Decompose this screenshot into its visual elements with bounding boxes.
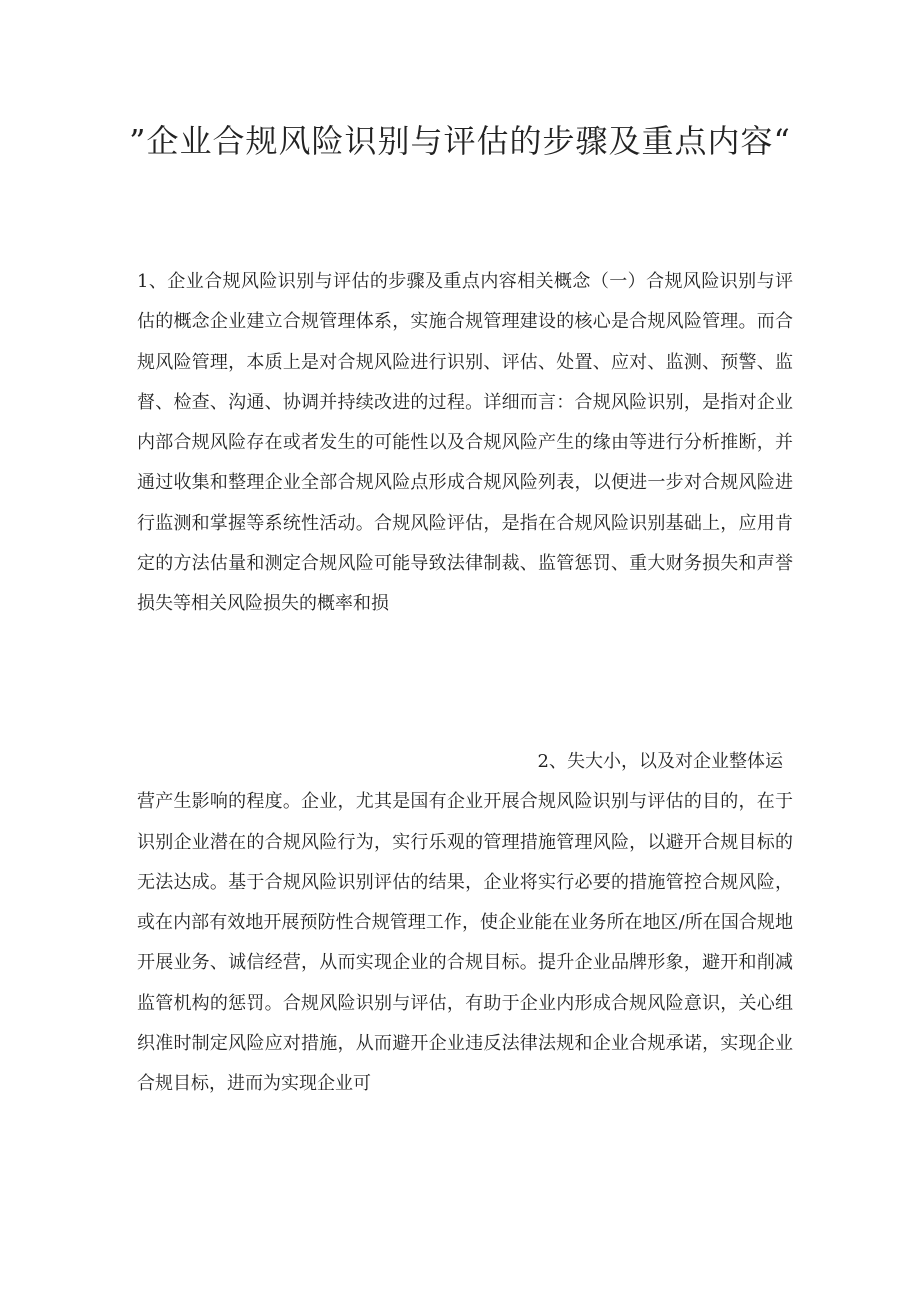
paragraph-2-body: 营产生影响的程度。企业，尤其是国有企业开展合规风险识别与评估的目的，在于识别企业潜在的合规风险行为，实行乐观的管理措施管理风险，以避开合规目标的无法达成。基于合规风险识别评估的结果，企业将实行必要的措施管控合规风险，或在内部有效地开展预防性合规管理工作，使企业能在业务所在地区/所在国合规地开展业务、诚信经营，从而实现企业的合规目标。提升企业品牌形象，避开和削减监管机构的惩罚。合规风险识别与评估，有助于企业内形成合规风险意识，关心组织准时制定风险应对措施，从而避开企业违反法律法规和企业合规承诺，实现企业合规目标，进而为实现企业可 (137, 791, 793, 1095)
document-title: ”企业合规风险识别与评估的步骤及重点内容“ (129, 122, 791, 160)
paragraph-1: 1、企业合规风险识别与评估的步骤及重点内容相关概念（一）合规风险识别与评估的概念企业建立合规管理体系，实施合规管理建设的核心是合规风险管理。而合规风险管理，本质上是对合规风险进行识别、评估、处置、应对、监测、预警、监督、检查、沟通、协调并持续改进的过程。详细而言：合规风险识别，是指对企业内部合规风险存在或者发生的可能性以及合规风险产生的缘由等进行分析推断，并通过收集和整理企业全部合规风险点形成合规风险列表，以便进一步对合规风险进行监测和掌握等系统性活动。合规风险评估，是指在合规风险识别基础上，应用肯定的方法估量和测定合规风险可能导致法律制裁、监管惩罚、重大财务损失和声誉损失等相关风险损失的概率和损 (137, 271, 793, 615)
paragraph-2-lead: 2、失大小，以及对企业整体运 (537, 751, 783, 772)
paragraph-2 (137, 742, 793, 1105)
